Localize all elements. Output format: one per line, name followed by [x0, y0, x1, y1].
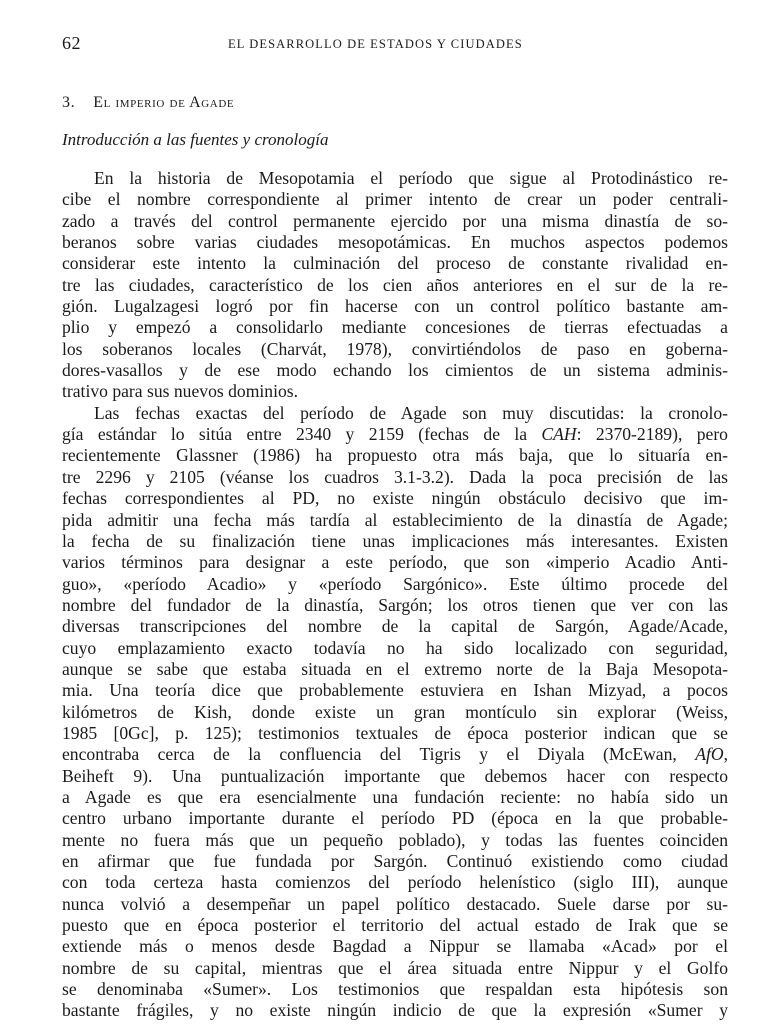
- text-line: plio y empezó a consolidarlo mediante concesiones de tierras efectuadas a: [62, 317, 728, 338]
- chapter-heading: [62, 94, 234, 112]
- text-line: cuyo emplazamiento exacto todavía no ha sido localizado con seguridad,: [62, 637, 728, 658]
- text-line: En la historia de Mesopotamia el período que sigue al Protodinástico re-: [94, 168, 728, 188]
- text-line: tre las ciudades, característico de los cien años anteriores en el sur de la re-: [62, 274, 728, 295]
- text-segment: con toda certeza hasta comienzos del período helenístico (siglo: [62, 872, 632, 893]
- text-line: Beiheft 9). Una puntualización importante que debemos hacer con respecto: [62, 765, 728, 786]
- text-line: cibe el nombre correspondiente al primer intento de crear un poder centrali-: [62, 189, 728, 210]
- text-line: dores-vasallos y de ese modo echando los cimientos de un sistema adminis-: [62, 360, 728, 381]
- text-line: considerar este intento la culminación del proceso de constante rivalidad en-: [62, 253, 728, 274]
- text-line: Las fechas exactas del período de Agade son muy discutidas: la cronolo-: [94, 402, 728, 423]
- text-segment: ,: [723, 744, 728, 765]
- text-line: mia. Una teoría dice que probablemente estuviera en Ishan Mizyad, a pocos: [62, 680, 728, 701]
- text-segment: encontraba cerca de la confluencia del Tigris y el Diyala (McEwan,: [62, 744, 696, 765]
- text-line: aunque se sabe que estaba situada en el extremo norte de la Baja Mesopota-: [62, 658, 728, 679]
- text-line: extiende más o menos desde Bagdad a Nippur se llamaba «Acad» por el: [62, 936, 728, 957]
- citation-afo: AfO: [695, 744, 724, 765]
- text-line: gión. Lugalzagesi logró por fin hacerse con un control político bastante am-: [62, 296, 728, 317]
- text-line: nombre de su capital, mientras que el área situada entre Nippur y el Golfo: [62, 957, 728, 978]
- text-line: mente no fuera más que un pequeño poblado), y todas las fuentes coinciden: [62, 829, 728, 850]
- citation-cah: CAH: [541, 424, 577, 445]
- text-line: centro urbano importante durante el período PD (época en la que probable-: [62, 808, 728, 829]
- text-line: kilómetros de Kish, donde existe un gran montículo sin explorar (Weiss,: [62, 701, 728, 722]
- chapter-title: El imperio de Agade: [93, 94, 235, 111]
- section-heading: Introducción a las fuentes y cronología: [62, 130, 329, 149]
- text-line: puesto que en época posterior el territorio del actual estado de Irak que se: [62, 915, 728, 936]
- running-head: EL DESARROLLO DE ESTADOS Y CIUDADES: [228, 37, 523, 51]
- text-segment: ), aunque: [649, 872, 728, 893]
- page-number: 62: [62, 33, 81, 53]
- text-segment: gía estándar lo sitúa entre 2340 y 2159 (fechas de la: [62, 424, 542, 445]
- text-line: nombre del fundador de la dinastía, Sargón; los otros tienen que ver con las: [62, 594, 728, 615]
- text-line: recientemente Glassner (1986) ha propuesto otra más baja, que lo situaría en-: [62, 445, 728, 466]
- text-line: nunca volvió a desempeñar un papel político destacado. Suele darse por su-: [62, 893, 728, 914]
- text-line: en afirmar que fue fundada por Sargón. Continuó existiendo como ciudad: [62, 851, 728, 871]
- text-line: bastante frágiles, y no existe ningún indicio de que la expresión «Sumer y: [62, 1000, 728, 1021]
- text-line: guo», «período Acadio» y «período Sargónico». Este último procede del: [62, 573, 728, 594]
- text-line: zado a través del control permanente ejercido por una misma dinastía de so-: [62, 210, 728, 231]
- text-line: la fecha de su finalización tiene unas implicaciones más interesantes. Existen: [62, 530, 728, 551]
- text-line: diversas transcripciones del nombre de la capital de Sargón, Agade/Acade,: [62, 616, 728, 637]
- text-line: pida admitir una fecha más tardía al establecimiento de la dinastía de Agade;: [62, 509, 728, 530]
- body-text: [62, 168, 728, 1022]
- century-numeral: III: [631, 872, 650, 893]
- text-line: fechas correspondientes al PD, no existe ningún obstáculo decisivo que im-: [62, 488, 728, 509]
- text-line: a Agade es que era esencialmente una fundación reciente: no había sido un: [62, 786, 728, 807]
- text-line: se denominaba «Sumer». Los testimonios que respaldan esta hipótesis son: [62, 979, 728, 1000]
- chapter-number: 3.: [62, 94, 76, 111]
- text-segment: : 2370-2189), pero: [576, 424, 728, 445]
- text-line: varios términos para designar a este período, que son «imperio Acadio Anti-: [62, 552, 728, 573]
- text-line: beranos sobre varias ciudades mesopotámicas. En muchos aspectos podemos: [62, 232, 728, 253]
- text-line: [62, 744, 728, 765]
- text-line: los soberanos locales (Charvát, 1978), convirtiéndolos de paso en goberna-: [62, 338, 728, 359]
- text-line: trativo para sus nuevos dominios.: [62, 381, 299, 402]
- text-line: 1985 [0Gc], p. 125); testimonios textuales de época posterior indican que se: [62, 722, 728, 743]
- text-line: tre 2296 y 2105 (véanse los cuadros 3.1-3.2). Dada la poca precisión de las: [62, 466, 728, 487]
- text-line: [62, 424, 728, 445]
- text-line: [62, 872, 728, 893]
